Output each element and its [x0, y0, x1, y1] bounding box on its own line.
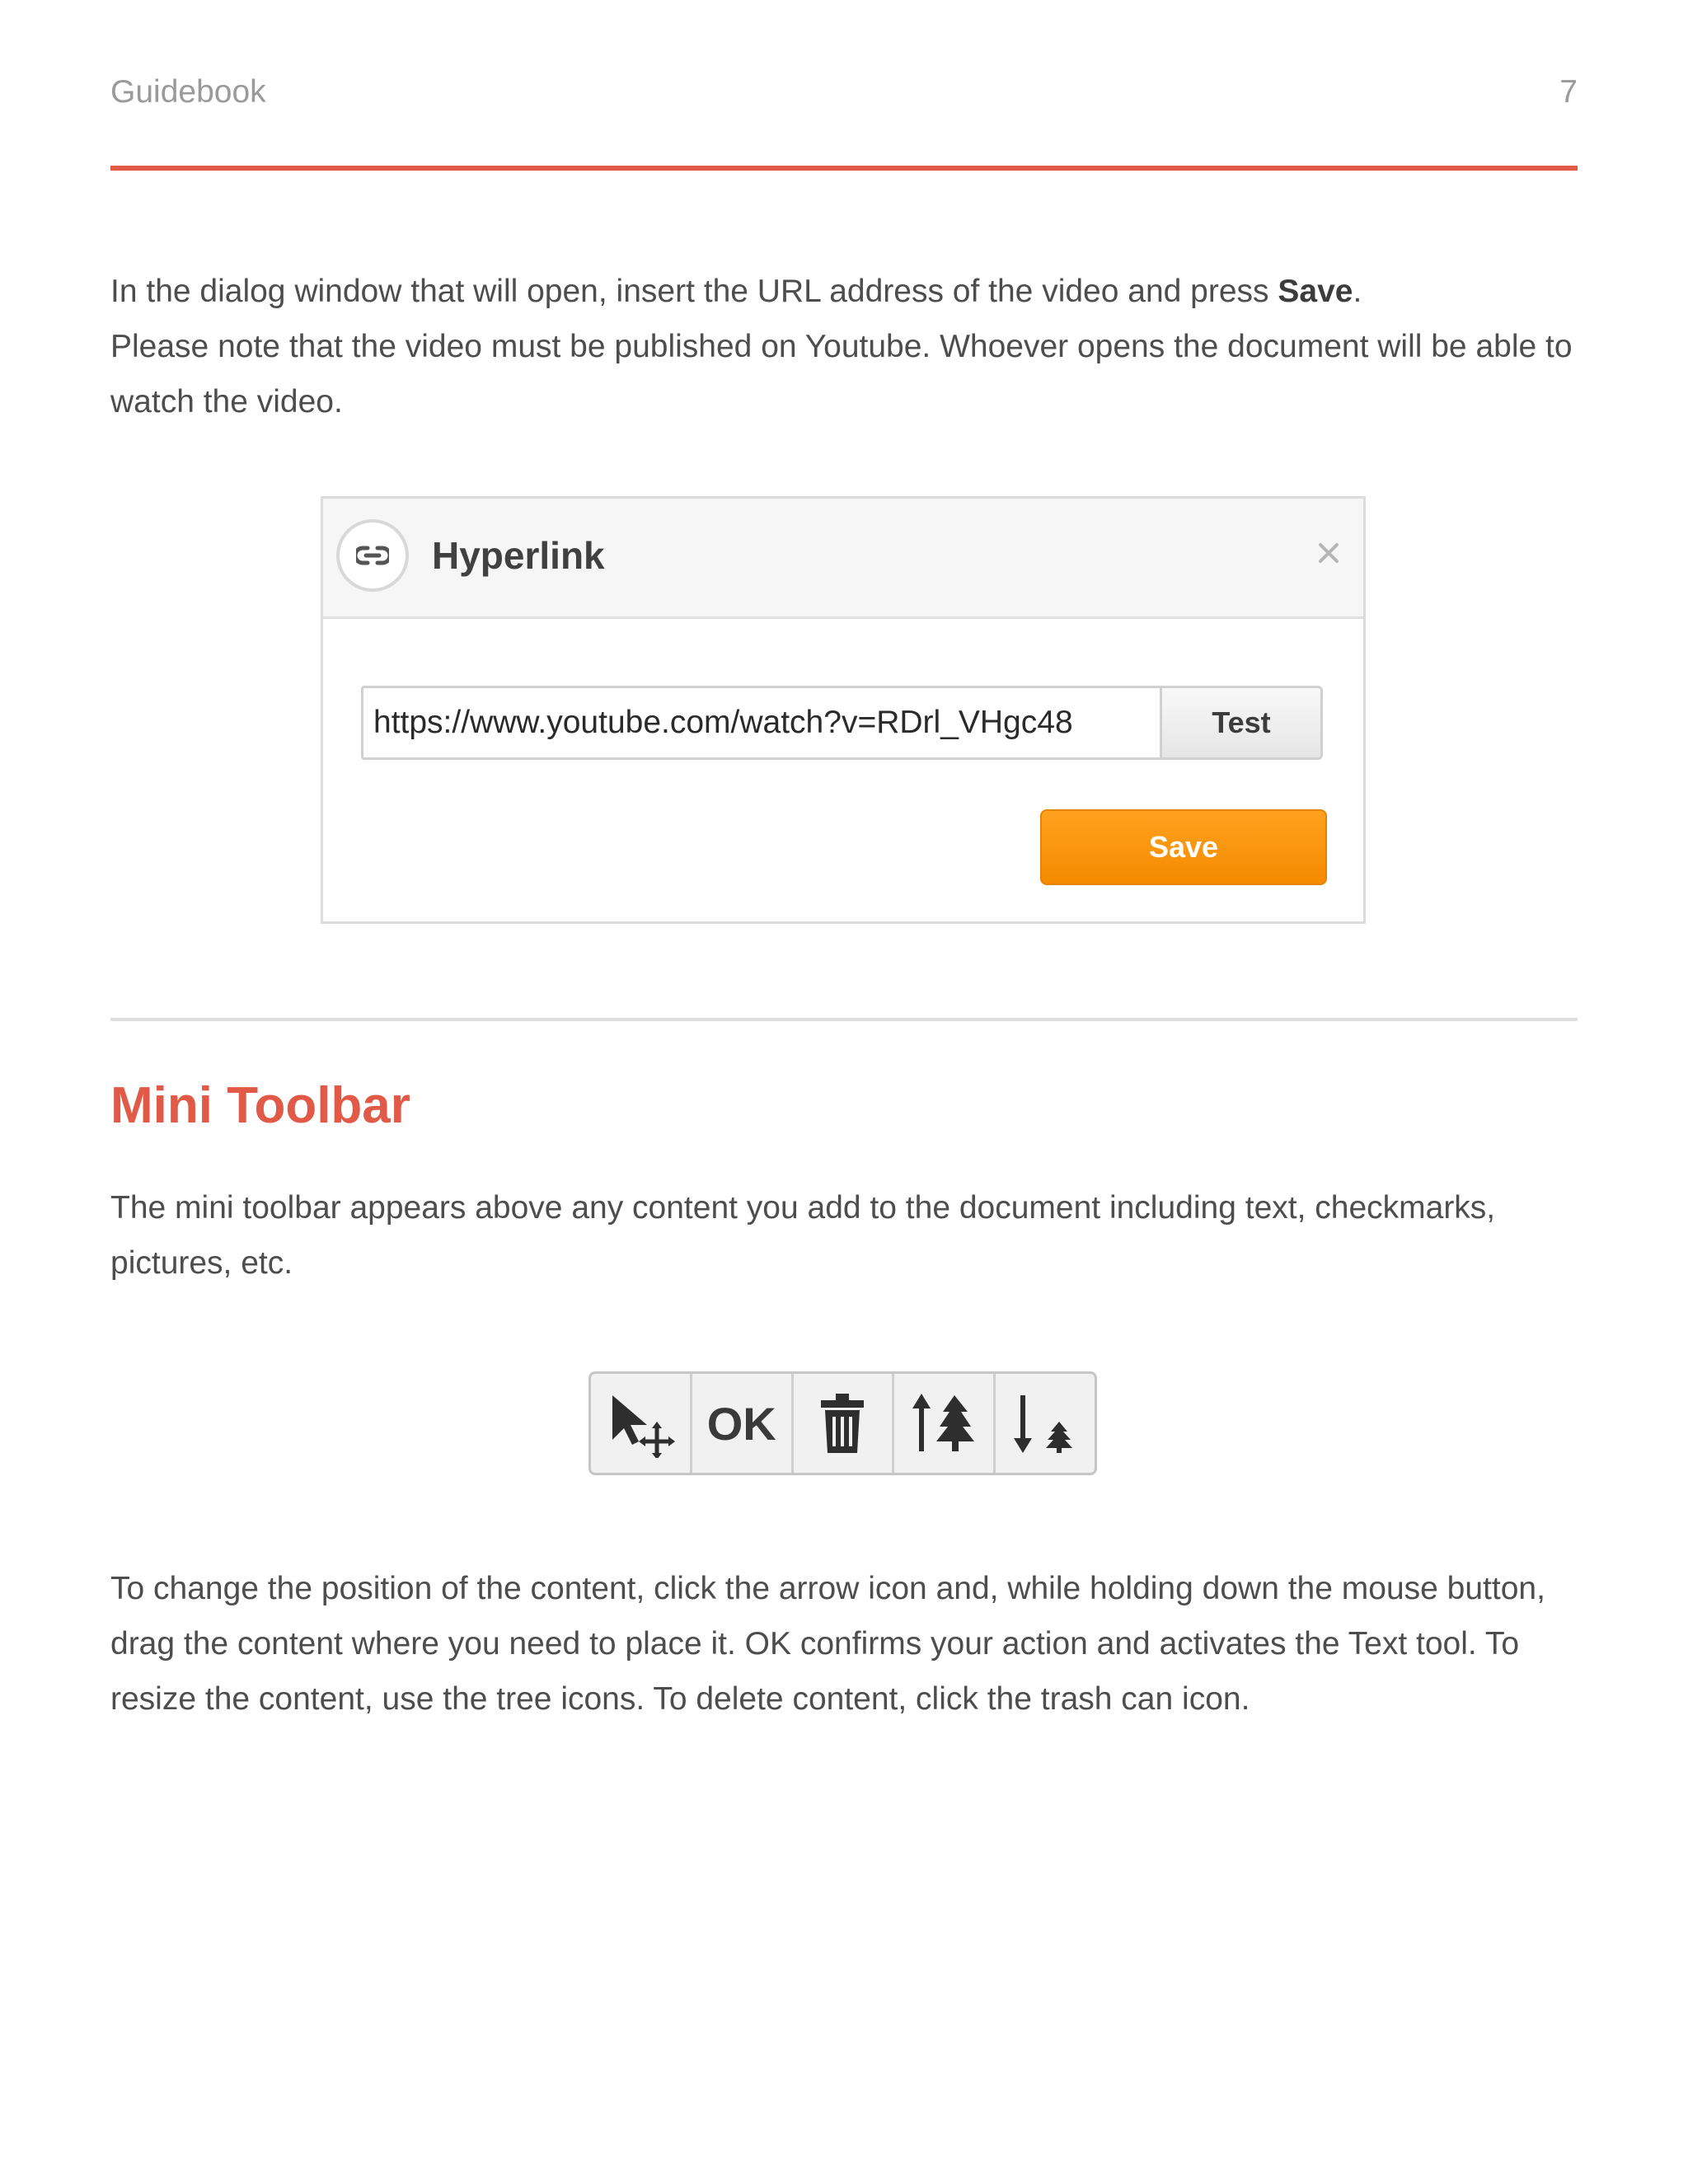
intro-text: In the dialog window that will open, insert the URL address of the video and press [110, 274, 1278, 309]
dialog-title: Hyperlink [432, 534, 605, 577]
hyperlink-dialog [321, 496, 1366, 924]
shrink-button[interactable] [993, 1374, 1095, 1473]
trash-icon [818, 1392, 867, 1455]
instructions-paragraph: To change the position of the content, click the arrow icon and, while holding down the mouse button, drag the content where you need to place it. OK confirms your action and activates the Text tool. To resize the content, use the tree icons. To delete content, click the trash can icon. [110, 1571, 1545, 1717]
ok-button[interactable]: OK [690, 1374, 791, 1473]
section-divider [110, 1018, 1578, 1021]
link-icon [336, 519, 409, 592]
section-heading: Mini Toolbar [110, 1077, 410, 1134]
mini-toolbar [588, 1371, 1097, 1475]
test-button[interactable]: Test [1160, 686, 1323, 760]
page-header-title: Guidebook [110, 74, 266, 110]
move-arrow-icon [606, 1389, 675, 1458]
move-arrow-button[interactable] [591, 1374, 690, 1473]
save-button[interactable]: Save [1040, 809, 1327, 885]
dialog-header [323, 499, 1363, 619]
section-description: The mini toolbar appears above any content you add to the document including text, checkmarks, pictures, etc. [110, 1190, 1496, 1281]
intro-period: . [1353, 274, 1362, 309]
enlarge-button[interactable] [892, 1374, 993, 1473]
header-divider [110, 166, 1578, 171]
close-icon[interactable] [1312, 537, 1345, 569]
page-number: 7 [1559, 74, 1578, 110]
intro-paragraph [110, 264, 1578, 429]
intro-note: Please note that the video must be published on Youtube. Whoever opens the document will be able to watch the video. [110, 329, 1573, 419]
tree-shrink-icon [1010, 1392, 1081, 1455]
tree-grow-icon [908, 1392, 979, 1455]
url-input[interactable] [361, 686, 1164, 760]
intro-save-word: Save [1278, 274, 1353, 309]
trash-button[interactable] [791, 1374, 893, 1473]
